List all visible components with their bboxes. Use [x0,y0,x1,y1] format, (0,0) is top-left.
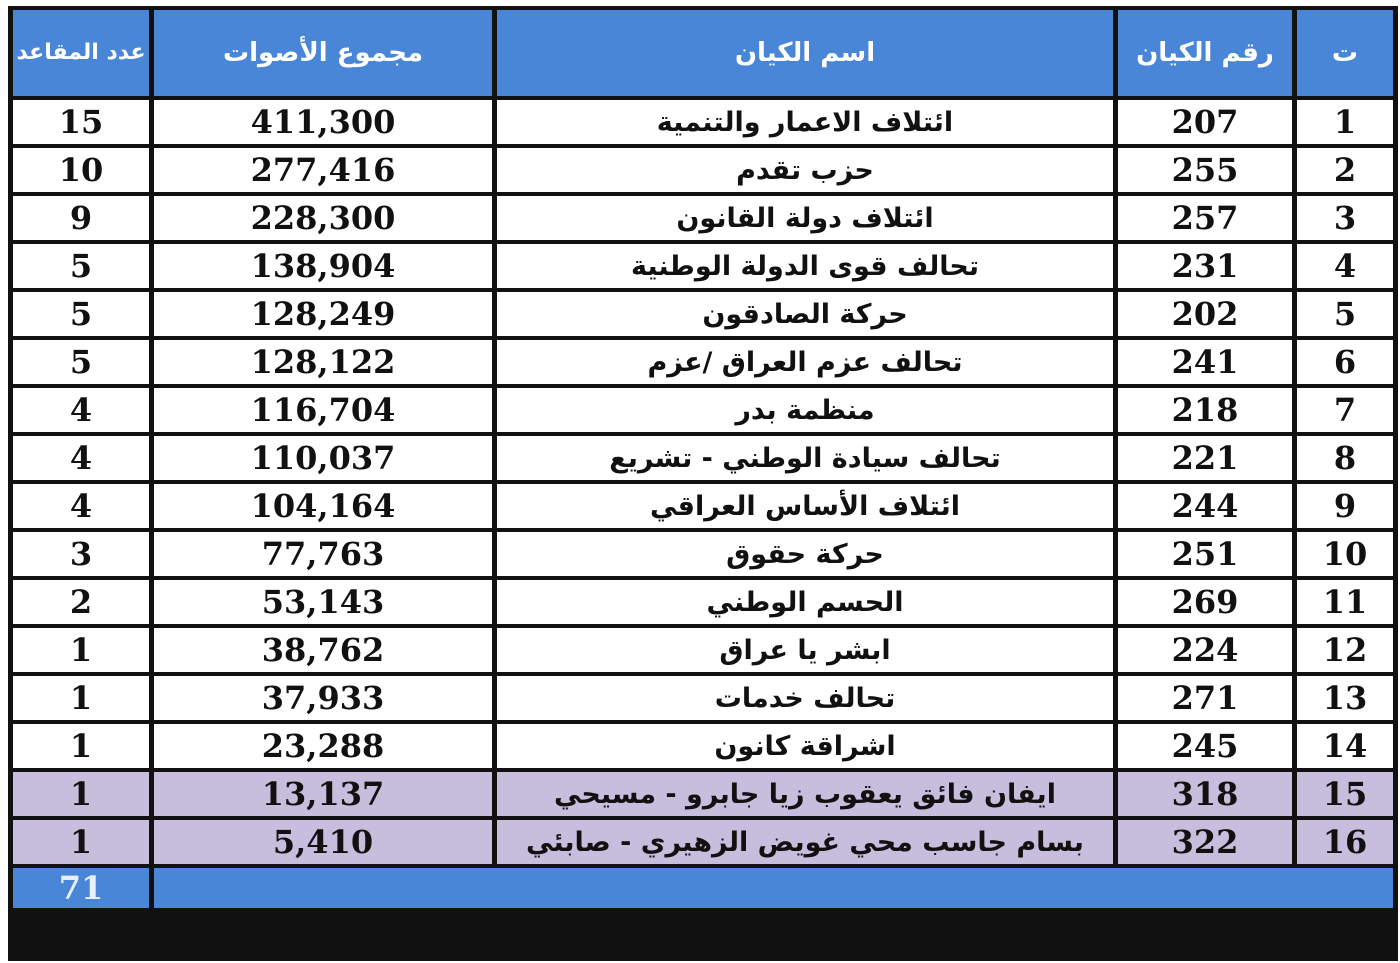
table-row [13,628,1393,672]
cell-entity-name: تحالف خدمات [497,676,1113,720]
cell-votes: 38,762 [154,628,492,672]
cell-votes: 13,137 [154,772,492,816]
cell-seats: 3 [13,532,149,576]
cell-entity-number: 202 [1118,292,1292,336]
cell-index: 1 [1297,100,1393,144]
cell-seats: 1 [13,724,149,768]
table-row [13,772,1393,816]
table-row [13,820,1393,864]
cell-entity-number: 269 [1118,580,1292,624]
header-index: ت [1297,10,1393,96]
cell-entity-number: 322 [1118,820,1292,864]
table-row [13,724,1393,768]
cell-seats: 4 [13,436,149,480]
table-row [13,244,1393,288]
cell-entity-name: حركة الصادقون [497,292,1113,336]
cell-index: 10 [1297,532,1393,576]
cell-entity-name: حزب تقدم [497,148,1113,192]
cell-seats: 1 [13,676,149,720]
cell-entity-name: اشراقة كانون [497,724,1113,768]
cell-entity-name: ابشر يا عراق [497,628,1113,672]
cell-index: 15 [1297,772,1393,816]
cell-entity-number: 255 [1118,148,1292,192]
election-results-table [8,6,1398,912]
header-entity-name: اسم الكيان [497,10,1113,96]
cell-entity-name: ائتلاف دولة القانون [497,196,1113,240]
header-votes: مجموع الأصوات [154,10,492,96]
cell-entity-name: ايفان فائق يعقوب زيا جابرو - مسيحي [497,772,1113,816]
cell-index: 11 [1297,580,1393,624]
table-row [13,484,1393,528]
cell-entity-name: ائتلاف الاعمار والتنمية [497,100,1113,144]
cell-index: 8 [1297,436,1393,480]
cell-index: 14 [1297,724,1393,768]
cell-votes: 5,410 [154,820,492,864]
cell-votes: 110,037 [154,436,492,480]
cell-entity-number: 241 [1118,340,1292,384]
cell-index: 3 [1297,196,1393,240]
cell-entity-number: 231 [1118,244,1292,288]
cell-seats: 10 [13,148,149,192]
cell-votes: 37,933 [154,676,492,720]
cell-entity-name: منظمة بدر [497,388,1113,432]
cell-index: 16 [1297,820,1393,864]
table-row [13,340,1393,384]
cell-votes: 23,288 [154,724,492,768]
cell-entity-number: 271 [1118,676,1292,720]
table-row [13,196,1393,240]
cell-seats: 5 [13,340,149,384]
cell-entity-number: 318 [1118,772,1292,816]
table-header-row [13,10,1393,96]
cell-seats: 4 [13,484,149,528]
total-row [13,868,1393,908]
cell-entity-name: تحالف عزم العراق /عزم [497,340,1113,384]
cell-seats: 1 [13,820,149,864]
header-entity-number: رقم الكيان [1118,10,1292,96]
cell-votes: 277,416 [154,148,492,192]
cell-entity-name: حركة حقوق [497,532,1113,576]
cell-votes: 228,300 [154,196,492,240]
cell-seats: 5 [13,244,149,288]
header-seats: عدد المقاعد [13,10,149,96]
cell-votes: 138,904 [154,244,492,288]
cell-index: 2 [1297,148,1393,192]
cell-entity-name: بسام جاسب محي غويض الزهيري - صابئي [497,820,1113,864]
table-row [13,436,1393,480]
cell-entity-number: 224 [1118,628,1292,672]
cell-votes: 128,122 [154,340,492,384]
cell-entity-number: 221 [1118,436,1292,480]
cell-seats: 5 [13,292,149,336]
table-row [13,148,1393,192]
table-row [13,292,1393,336]
cell-entity-name: تحالف سيادة الوطني - تشريع [497,436,1113,480]
table-row [13,676,1393,720]
cell-entity-number: 245 [1118,724,1292,768]
cell-index: 5 [1297,292,1393,336]
cell-index: 13 [1297,676,1393,720]
cell-index: 4 [1297,244,1393,288]
cell-index: 7 [1297,388,1393,432]
cell-votes: 128,249 [154,292,492,336]
cell-seats: 15 [13,100,149,144]
cell-index: 6 [1297,340,1393,384]
cell-votes: 77,763 [154,532,492,576]
table-row [13,532,1393,576]
cell-votes: 104,164 [154,484,492,528]
cell-entity-number: 207 [1118,100,1292,144]
cell-entity-number: 251 [1118,532,1292,576]
cell-seats: 2 [13,580,149,624]
cell-entity-name: الحسم الوطني [497,580,1113,624]
total-seats: 71 [13,868,149,908]
cell-votes: 411,300 [154,100,492,144]
table-row [13,100,1393,144]
cell-seats: 4 [13,388,149,432]
cell-seats: 9 [13,196,149,240]
results-table-frame [8,6,1398,961]
cell-entity-name: تحالف قوى الدولة الوطنية [497,244,1113,288]
cell-votes: 116,704 [154,388,492,432]
cell-index: 9 [1297,484,1393,528]
total-blank [154,868,1393,908]
cell-entity-number: 244 [1118,484,1292,528]
cell-entity-name: ائتلاف الأساس العراقي [497,484,1113,528]
cell-seats: 1 [13,628,149,672]
table-row [13,388,1393,432]
cell-entity-number: 218 [1118,388,1292,432]
cell-votes: 53,143 [154,580,492,624]
cell-entity-number: 257 [1118,196,1292,240]
cell-index: 12 [1297,628,1393,672]
cell-seats: 1 [13,772,149,816]
table-row [13,580,1393,624]
